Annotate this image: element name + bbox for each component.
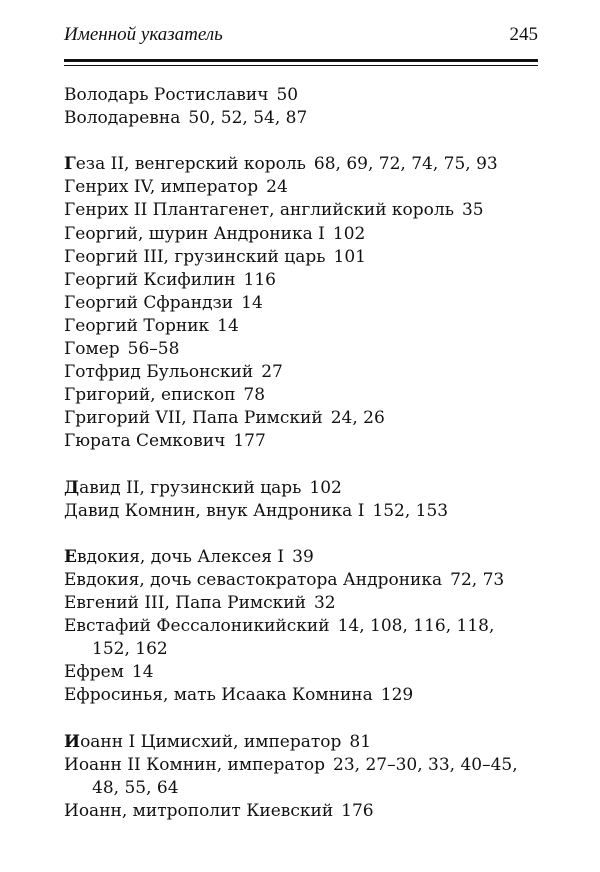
index-entry [64, 546, 544, 569]
header-rule-thin [64, 65, 538, 66]
entry-pages: 78 [243, 385, 266, 406]
entry-name: Евстафий Фессалоникийский [64, 616, 330, 637]
entry-name: Георгий, шурин Андроника I [64, 223, 325, 244]
entry-pages: 129 [380, 685, 414, 706]
letter-group [64, 731, 544, 823]
letter-group [64, 84, 544, 130]
entry-pages: 39 [292, 546, 314, 567]
entry-name: Григорий VII, Папа Римский [64, 408, 323, 429]
entry-pages-continued: 152, 162 [92, 639, 168, 660]
letter-group [64, 477, 544, 523]
index-entry [64, 754, 544, 777]
index-entry [64, 199, 544, 222]
entry-name: Ефросинья, мать Исаака Комнина [64, 685, 373, 706]
entry-pages: 81 [349, 731, 372, 752]
entry-name: Гомер [64, 339, 120, 360]
entry-name: Ефрем [64, 662, 124, 683]
page-number: 245 [509, 24, 538, 45]
name-index [64, 84, 544, 846]
index-entry [64, 569, 544, 592]
entry-name: Евгений III, Папа Римский [64, 593, 306, 614]
entry-pages: 14, 108, 116, 118, [337, 616, 495, 637]
entry-pages: 72, 73 [450, 569, 505, 590]
index-entry [64, 269, 544, 292]
index-entry [64, 615, 544, 638]
entry-name: Георгий Ксифилин [64, 269, 236, 290]
entry-pages: 14 [131, 662, 154, 683]
index-entry [64, 176, 544, 199]
entry-pages: 27 [261, 362, 283, 383]
entry-pages: 14 [241, 292, 263, 313]
index-entry [64, 731, 544, 754]
entry-pages: 24, 26 [330, 408, 385, 429]
entry-name: Генрих II Плантагенет, английский король [64, 200, 454, 221]
entry-pages: 68, 69, 72, 74, 75, 93 [313, 154, 498, 175]
entry-name: Георгий III, грузинский царь [64, 246, 326, 267]
entry-pages: 102 [332, 223, 366, 244]
entry-initial-letter: Д [64, 477, 80, 498]
index-entry [64, 684, 544, 707]
entry-pages: 56–58 [127, 339, 180, 360]
entry-name: Готфрид Бульонский [64, 362, 254, 383]
entry-name: Иоанн II Комнин, император [64, 754, 325, 775]
entry-pages: 176 [341, 800, 374, 821]
entry-name: Володаревна [64, 108, 181, 129]
entry-name: Володарь Ростиславич [64, 85, 269, 105]
entry-name: еза II, венгерский король [75, 154, 306, 175]
index-entry [64, 153, 544, 176]
index-entry [64, 107, 544, 130]
index-entry [64, 661, 544, 684]
entry-initial-letter: Е [64, 546, 77, 567]
index-entry [64, 407, 544, 430]
index-entry [64, 430, 544, 453]
entry-name: Давид Комнин, внук Андроника I [64, 500, 365, 521]
index-entry [64, 592, 544, 615]
running-header [64, 22, 538, 50]
entry-initial-letter: Г [64, 154, 76, 175]
entry-pages: 35 [461, 200, 484, 221]
entry-pages: 116 [243, 269, 276, 290]
entry-pages: 50, 52, 54, 87 [188, 108, 308, 129]
entry-pages: 177 [233, 431, 266, 452]
entry-name: Евдокия, дочь севастократора Андроника [64, 569, 443, 590]
entry-pages: 24 [266, 177, 288, 198]
index-entry [64, 338, 544, 361]
entry-name: авид II, грузинский царь [79, 477, 302, 498]
entry-name: оанн I Цимисхий, император [80, 731, 342, 752]
letter-group [64, 153, 544, 453]
entry-pages: 101 [333, 246, 366, 267]
index-entry [64, 315, 544, 338]
index-entry [64, 500, 544, 523]
entry-pages: 50 [276, 85, 299, 105]
index-entry [64, 246, 544, 269]
index-entry [64, 223, 544, 246]
entry-name: Георгий Торник [64, 315, 210, 336]
index-entry [64, 84, 544, 107]
index-entry [64, 384, 544, 407]
entry-pages: 152, 153 [372, 500, 449, 521]
entry-pages-continued: 48, 55, 64 [92, 777, 179, 798]
entry-name: Генрих IV, император [64, 177, 259, 198]
entry-name: вдокия, дочь Алексея I [76, 546, 285, 567]
entry-pages: 102 [309, 477, 342, 498]
header-rule-thick [64, 59, 538, 62]
index-entry [64, 800, 544, 823]
letter-group [64, 546, 544, 708]
entry-pages: 32 [313, 593, 336, 614]
entry-name: Григорий, епископ [64, 385, 236, 406]
entry-name: Иоанн, митрополит Киевский [64, 800, 334, 821]
entry-pages: 23, 27–30, 33, 40–45, [333, 754, 518, 775]
index-entry [64, 477, 544, 500]
index-entry [64, 361, 544, 384]
entry-name: Георгий Сфрандзи [64, 292, 234, 313]
running-title: Именной указатель [64, 24, 223, 45]
entry-initial-letter: И [64, 731, 81, 752]
entry-pages: 14 [217, 315, 239, 336]
entry-name: Гюрата Семкович [64, 431, 226, 452]
index-entry [64, 292, 544, 315]
